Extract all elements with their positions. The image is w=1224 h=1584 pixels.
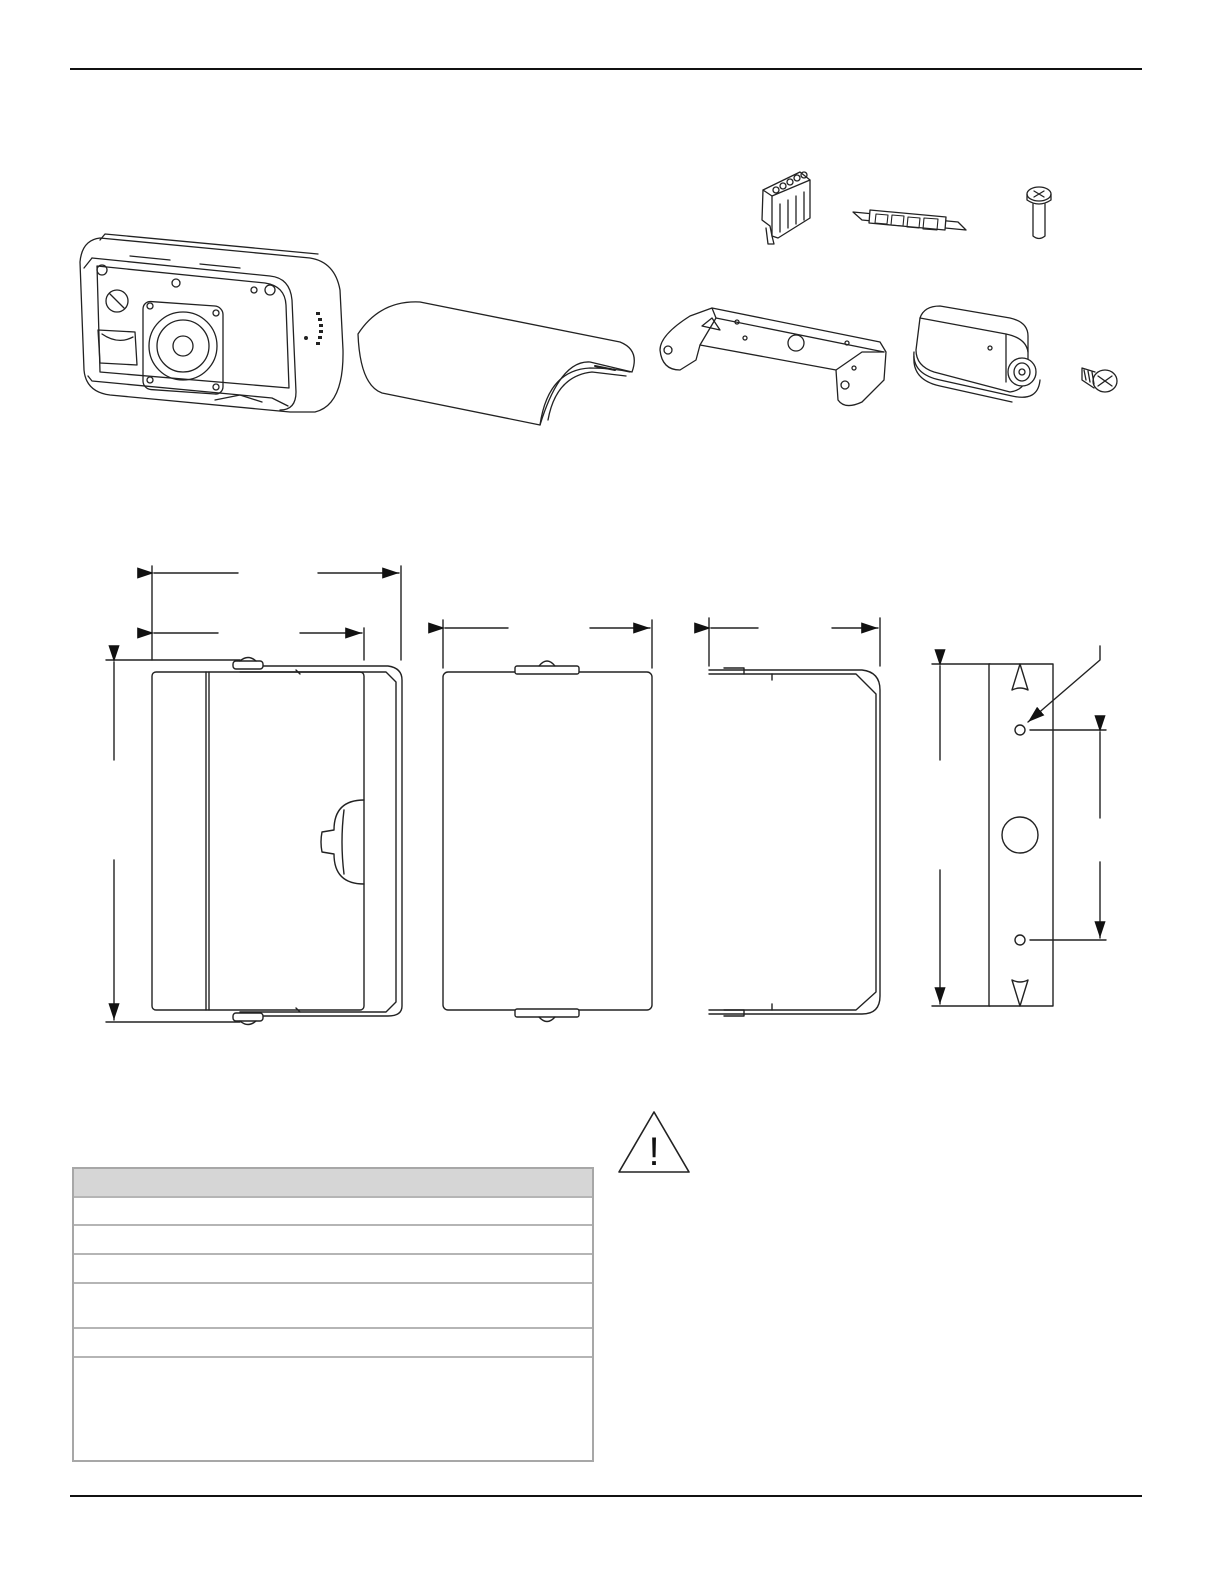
speaker-enclosure-illustration [80, 234, 343, 412]
mounting-screw-illustration [1082, 368, 1117, 392]
specification-table [72, 1167, 594, 1462]
table-row [74, 1198, 592, 1226]
bottom-rule [70, 1495, 1142, 1497]
table-row [74, 1358, 592, 1460]
junction-box-illustration [914, 306, 1040, 402]
terminal-connector-illustration [762, 172, 810, 244]
table-row [74, 1255, 592, 1284]
table-header-row [74, 1169, 592, 1198]
side-view-drawing [106, 566, 402, 1025]
bracket-screw-illustration [1027, 187, 1051, 239]
table-row [74, 1329, 592, 1358]
bracket-side-view-drawing [709, 618, 880, 1016]
bose-logo-badge-illustration [853, 210, 966, 230]
dimension-drawings [0, 555, 1224, 1035]
warning-symbol: ! [648, 1130, 660, 1174]
bracket-rear-view-drawing [932, 646, 1106, 1006]
caution-triangle-icon [617, 1110, 691, 1174]
table-row [74, 1226, 592, 1255]
top-rule [70, 68, 1142, 70]
parts-illustration [0, 150, 1224, 430]
front-view-drawing [443, 620, 652, 1022]
table-row [74, 1284, 592, 1329]
front-grille-illustration [358, 302, 634, 425]
u-bracket-illustration [660, 308, 886, 406]
